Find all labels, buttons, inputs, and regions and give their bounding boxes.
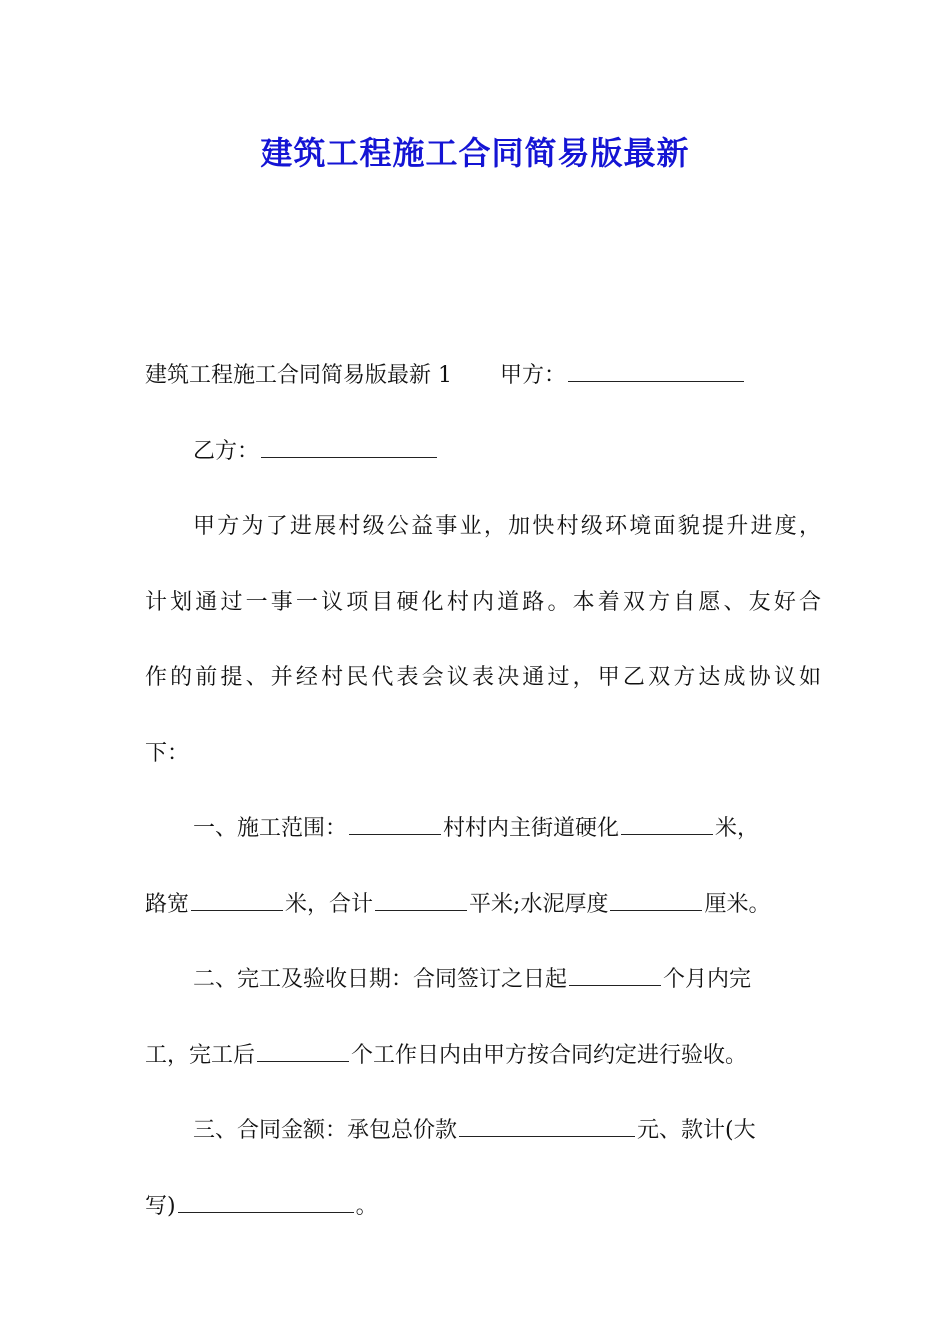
- road-width-label: 路宽: [145, 891, 190, 917]
- scope-line-1: [145, 791, 821, 867]
- thickness-label: 平米;水泥厚度: [469, 891, 609, 917]
- amount-label: 三、合同金额：承包总价款: [193, 1118, 458, 1143]
- intro-line-3: 作的前提、并经村民代表会议表决通过，甲乙双方达成协议如: [145, 665, 821, 690]
- intro-line-4: 下：: [145, 740, 190, 766]
- acceptance-text: 个工作日内由甲方按合同约定进行验收。: [351, 1042, 748, 1068]
- months-blank: [569, 967, 661, 986]
- amount-unit-text: 元、款计(大: [637, 1118, 756, 1143]
- scope-meter-text: 米，: [715, 816, 760, 841]
- thickness-blank: [610, 892, 702, 911]
- document-subtitle: 建筑工程施工合同简易版最新 1: [145, 363, 452, 388]
- schedule-line-2: [145, 1018, 821, 1094]
- document-title: 建筑工程施工合同简易版最新: [260, 134, 690, 172]
- party-b-label: 乙方：: [193, 438, 260, 464]
- scope-line-2: [145, 867, 821, 943]
- heading-line: [145, 338, 821, 414]
- workdays-blank: [257, 1043, 349, 1062]
- party-b-line: [145, 414, 821, 490]
- total-label: 米，合计: [285, 891, 374, 917]
- amount-line-2: [145, 1169, 821, 1245]
- scope-road-text: 村村内主街道硬化: [443, 816, 620, 841]
- completion-text: 工，完工后: [145, 1042, 256, 1068]
- months-text: 个月内完: [663, 967, 752, 992]
- intro-line-2: 计划通过一事一议项目硬化村内道路。本着双方自愿、友好合: [145, 589, 821, 615]
- intro-line-1: 甲方为了进展村级公益事业，加快村级环境面貌提升进度，: [193, 514, 821, 539]
- amount-words-label: 写): [145, 1193, 176, 1219]
- amount-end: 。: [355, 1193, 378, 1219]
- party-a-blank: [568, 363, 744, 382]
- schedule-label: 二、完工及验收日期：合同签订之日起: [193, 967, 568, 992]
- village-blank: [349, 816, 441, 835]
- scope-label: 一、施工范围：: [193, 816, 348, 841]
- width-blank: [191, 892, 283, 911]
- area-blank: [375, 892, 467, 911]
- amount-blank: [459, 1118, 635, 1137]
- amount-words-blank: [178, 1194, 354, 1213]
- party-b-blank: [261, 439, 437, 458]
- thickness-unit: 厘米。: [704, 891, 771, 917]
- party-a-label: 甲方：: [500, 363, 567, 388]
- length-blank: [621, 816, 713, 835]
- schedule-line-1: [145, 942, 821, 1018]
- amount-line-1: [145, 1093, 821, 1169]
- document-body: [145, 338, 821, 1244]
